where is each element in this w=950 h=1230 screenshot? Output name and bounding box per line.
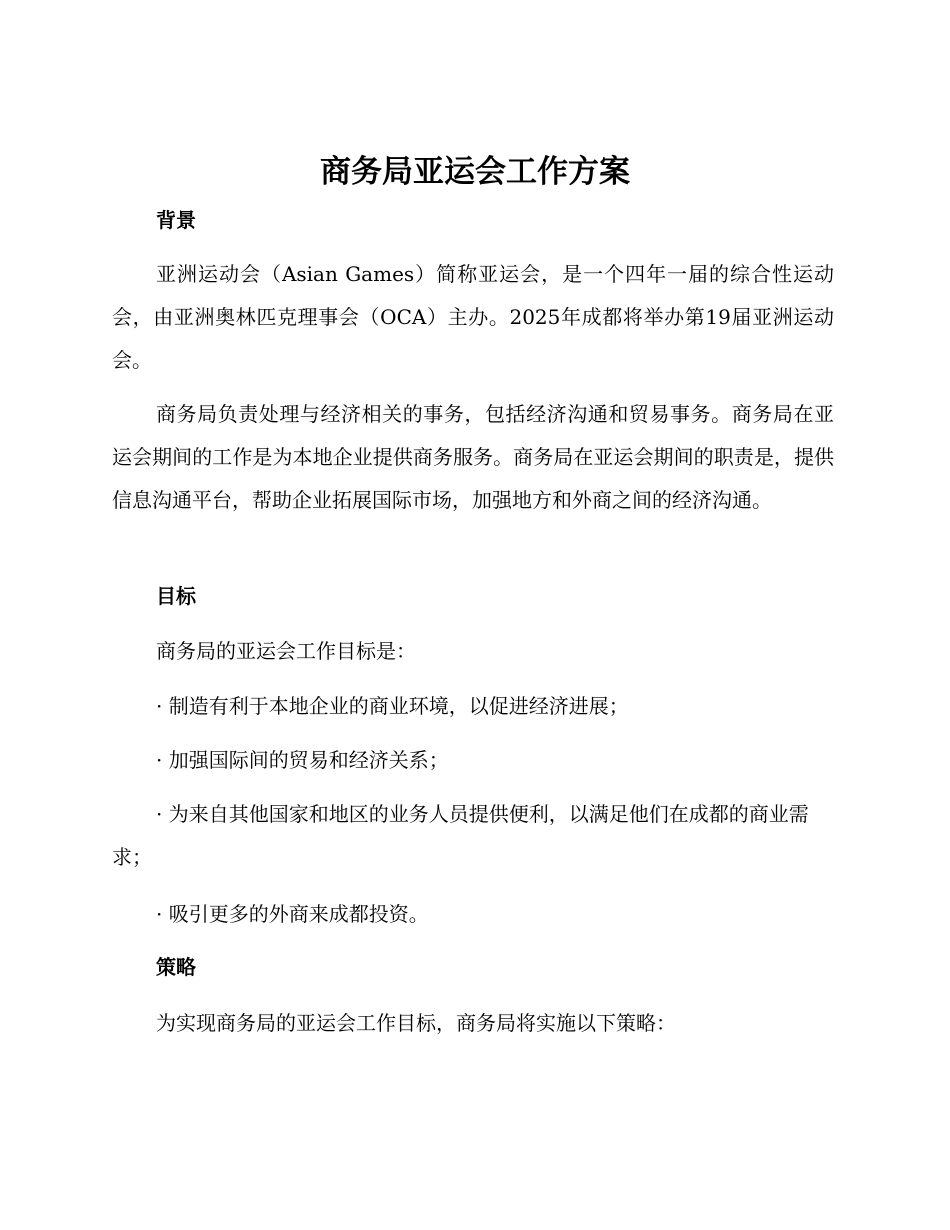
section-heading-background: 背景 [156, 208, 196, 232]
goal-bullet-4: · 吸引更多的外商来成都投资。 [156, 902, 429, 926]
document-title: 商务局亚运会工作方案 [320, 154, 630, 190]
goal-bullet-3: · 为来自其他国家和地区的业务人员提供便利，以满足他们在成都的商业需求； [112, 802, 809, 869]
section-heading-goals: 目标 [156, 584, 196, 608]
goal-bullet-2: · 加强国际间的贸易和经济关系； [156, 748, 449, 772]
background-paragraph-2: 商务局负责处理与经济相关的事务，包括经济沟通和贸易事务。商务局在亚运会期间的工作是为本地企业提供商务服务。商务局在亚运会期间的职责是，提供信息沟通平台，帮助企业拓展国际市场，加强地方和外商之间的经济沟通。 [112, 402, 834, 512]
background-paragraph-1: 亚洲运动会（Asian Games）简称亚运会，是一个四年一届的综合性运动会，由亚洲奥林匹克理事会（OCA）主办。2025年成都将举办第19届亚洲运动会。 [112, 262, 834, 372]
strategy-intro: 为实现商务局的亚运会工作目标，商务局将实施以下策略： [156, 1011, 676, 1035]
section-heading-strategy: 策略 [156, 955, 196, 979]
goals-intro: 商务局的亚运会工作目标是： [156, 639, 416, 663]
goal-bullet-1: · 制造有利于本地企业的商业环境，以促进经济进展； [156, 694, 629, 718]
